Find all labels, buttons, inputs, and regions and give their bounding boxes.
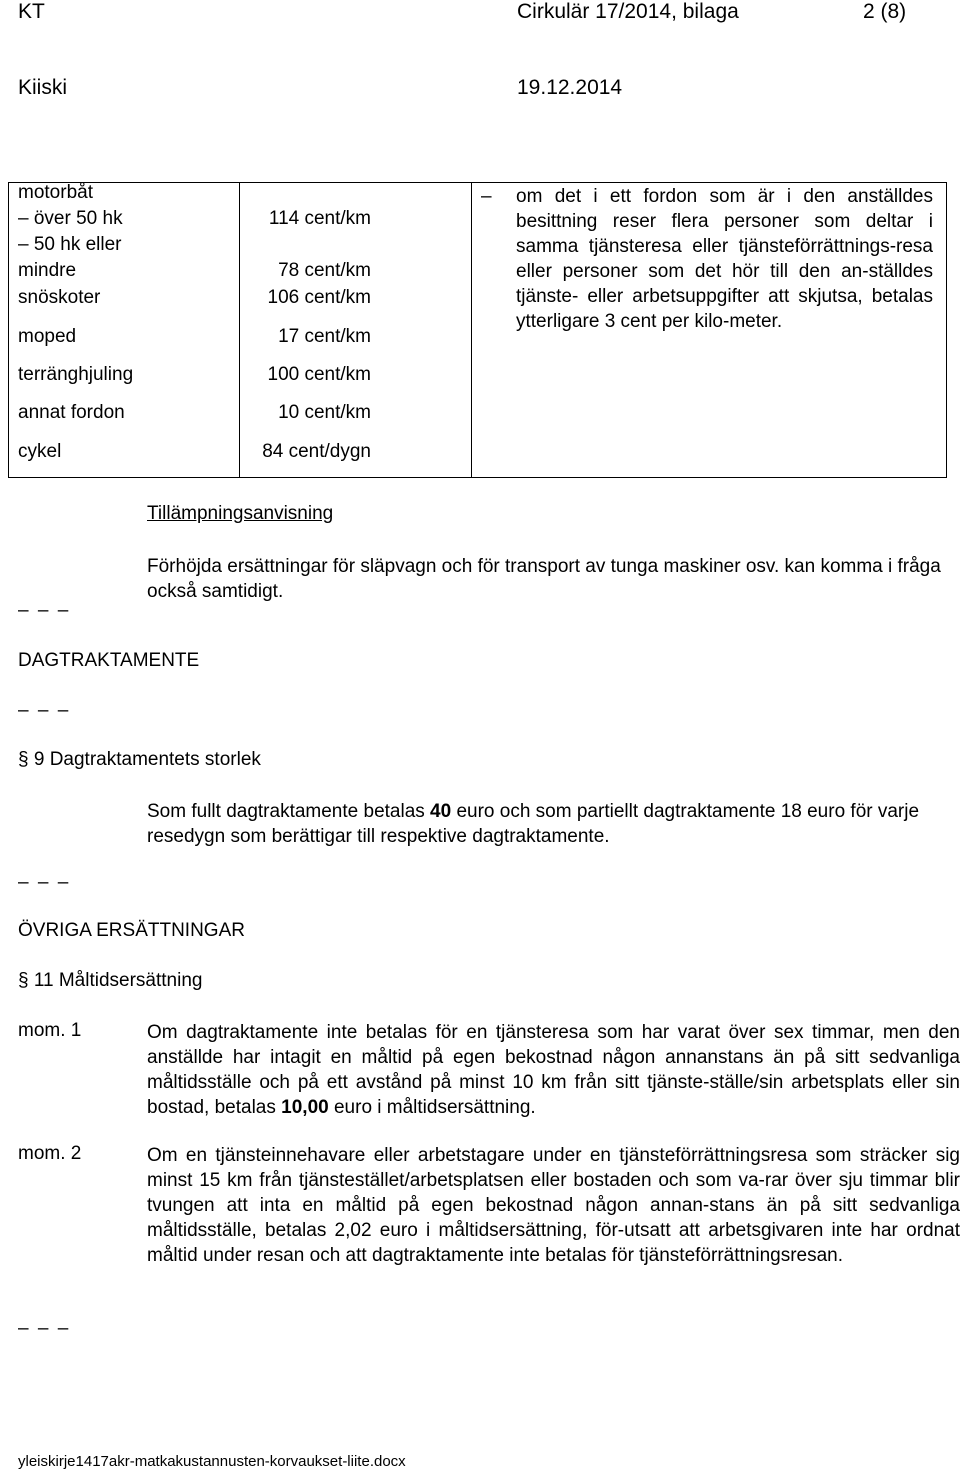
mom-2-label: mom. 2 bbox=[18, 1143, 82, 1164]
rate-value: 17 cent/km bbox=[278, 326, 371, 347]
rate-label: snöskoter bbox=[18, 287, 101, 308]
rate-label: annat fordon bbox=[18, 402, 125, 423]
section-heading-daily: DAGTRAKTAMENTE bbox=[18, 650, 200, 671]
author: Kiiski bbox=[18, 76, 68, 99]
rate-value: 84 cent/dygn bbox=[262, 441, 371, 462]
mom-2-text: Om en tjänsteinnehavare eller arbetstagare under en tjänsteförrättningsresa som sträcker sig minst 15 km från tjänstestället/arbetsplatsen eller bostaden och som va-rar över sju timmar blir tvungen att inta en måltid på egen bekostnad någon annan-stans än på sitt sedvanliga måltidsställe, betalas 2,02 euro i måltidsersättning, för-utsatt att arbetsgivaren inte har ordnat måltid under resan och att dagtraktamente inte betalas för tjänsteförrättningsresan. bbox=[147, 1145, 960, 1266]
table-divider bbox=[471, 183, 472, 477]
org-label: KT bbox=[18, 0, 45, 23]
rate-value: 100 cent/km bbox=[267, 364, 371, 385]
rate-value: 78 cent/km bbox=[278, 260, 371, 281]
document-title: Cirkulär 17/2014, bilaga bbox=[517, 0, 739, 23]
rate-value: 106 cent/km bbox=[267, 287, 371, 308]
rate-label: motorbåt bbox=[18, 182, 93, 203]
paragraph-11-title: § 11 Måltidsersättning bbox=[18, 970, 203, 991]
document-date: 19.12.2014 bbox=[517, 76, 623, 99]
note-dash: – bbox=[481, 186, 492, 207]
mom-1-label: mom. 1 bbox=[18, 1020, 82, 1041]
separator: – – – bbox=[18, 1318, 71, 1339]
separator: – – – bbox=[18, 700, 71, 721]
rate-label: terränghjuling bbox=[18, 364, 134, 385]
rate-label: moped bbox=[18, 326, 77, 347]
separator: – – – bbox=[18, 600, 71, 621]
rate-label: – 50 hk eller bbox=[18, 234, 122, 255]
rate-value: 114 cent/km bbox=[268, 208, 371, 229]
footer-filename: yleiskirje1417akr-matkakustannusten-korvaukset-liite.docx bbox=[18, 1453, 406, 1470]
application-heading: Tillämpningsanvisning bbox=[147, 503, 334, 524]
separator: – – – bbox=[18, 872, 71, 893]
mom-1-text: Om dagtraktamente inte betalas för en tjänsteresa som har varat över sex timmar, men den anställde har intagit en måltid på egen bekostnad någon annanstans än på sitt sedvanliga måltidsställe och på ett avstånd på minst 10 km från sitt tjänste-ställe/sin arbetsplats eller sin bostad, betalas 10,00 euro i måltidsersättning. bbox=[147, 1022, 960, 1118]
rate-label: mindre bbox=[18, 260, 77, 281]
rate-label: cykel bbox=[18, 441, 62, 462]
rate-value: 10 cent/km bbox=[278, 402, 371, 423]
page-number: 2 (8) bbox=[863, 0, 907, 23]
paragraph-9-text: Som fullt dagtraktamente betalas 40 euro och som partiellt dagtraktamente 18 euro för varje resedygn som berättigar till respektive dagtraktamente. bbox=[147, 801, 920, 847]
paragraph-9-title: § 9 Dagtraktamentets storlek bbox=[18, 749, 261, 770]
rate-label: – över 50 hk bbox=[18, 208, 123, 229]
section-heading-other: ÖVRIGA ERSÄTTNINGAR bbox=[18, 920, 245, 941]
rate-note: om det i ett fordon som är i den anställdes besittning reser flera personer som deltar i samma tjänsteresa eller tjänsteförrättnings-resa eller personer som det hör till den an-ställdes tjänste- eller arbetsuppgifter att skjutsa, betalas ytterligare 3 cent per kilo-meter. bbox=[516, 186, 933, 332]
table-divider bbox=[239, 183, 240, 477]
application-text: Förhöjda ersättningar för släpvagn och för transport av tunga maskiner osv. kan komma i fråga också samtidigt. bbox=[147, 556, 941, 602]
